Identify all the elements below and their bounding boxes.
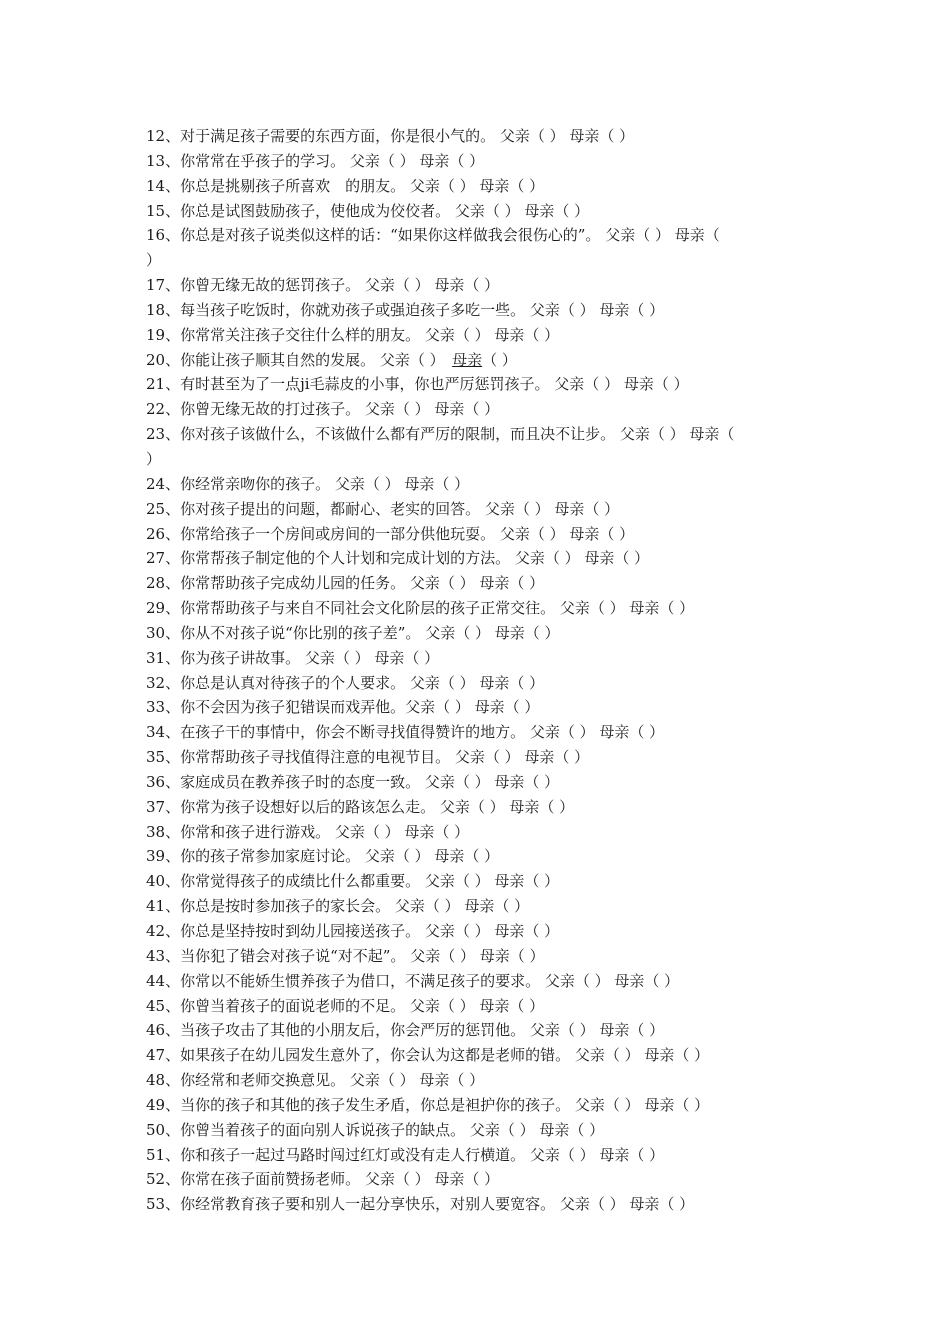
question-line: 13、你常常在乎孩子的学习。 父亲（ ） 母亲（ ） [146,151,485,170]
question-line: 41、你总是按时参加孩子的家长会。 父亲（ ） 母亲（ ） [146,897,530,916]
question-line: 29、你常帮助孩子与来自不同社会文化阶层的孩子正常交往。 父亲（ ） 母亲（ ） [146,599,695,618]
question-line [146,1217,816,1242]
question-line: 25、你对孩子提出的问题，都耐心、老实的回答。 父亲（ ） 母亲（ ） [146,499,620,518]
question-line: 26、你常给孩子一个房间或房间的一部分供他玩耍。 父亲（ ） 母亲（ ） [146,524,635,543]
question-line: 36、家庭成员在教养孩子时的态度一致。 父亲（ ） 母亲（ ） [146,772,560,791]
question-line: 33、你不会因为孩子犯错误而戏弄他。父亲（ ） 母亲（ ） [146,698,540,717]
question-line: 27、你常帮孩子制定他的个人计划和完成计划的方法。 父亲（ ） 母亲（ ） [146,549,650,568]
question-line-20 [146,348,816,373]
question-line: 24、你经常亲吻你的孩子。 父亲（ ） 母亲（ ） [146,474,470,493]
question-line: 45、你曾当着孩子的面说老师的不足。 父亲（ ） 母亲（ ） [146,996,545,1015]
question-line: 21、有时甚至为了一点ji毛蒜皮的小事，你也严厉惩罚孩子。 父亲（ ） 母亲（ ） [146,375,689,394]
question-line: 47、如果孩子在幼儿园发生意外了，你会认为这都是老师的错。 父亲（ ） 母亲（ ） [146,1046,710,1065]
question-line: 46、当孩子攻击了其他的小朋友后，你会严厉的惩罚他。 父亲（ ） 母亲（ ） [146,1021,665,1040]
question-line-continuation: ） [146,449,162,468]
question-line: 49、当你的孩子和其他的孩子发生矛盾，你总是袒护你的孩子。 父亲（ ） 母亲（ ） [146,1095,710,1114]
question-line: 52、你常在孩子面前赞扬老师。 父亲（ ） 母亲（ ） [146,1170,500,1189]
question-line: 53、你经常教育孩子要和别人一起分享快乐，对别人要宽容。 父亲（ ） 母亲（ ） [146,1195,695,1214]
questionnaire-body [146,124,816,1242]
question-line: 38、你常和孩子进行游戏。 父亲（ ） 母亲（ ） [146,822,470,841]
question-line: 15、你总是试图鼓励孩子，使他成为佼佼者。 父亲（ ） 母亲（ ） [146,201,590,220]
question-line: 39、你的孩子常参加家庭讨论。 父亲（ ） 母亲（ ） [146,847,500,866]
question-line: 43、当你犯了错会对孩子说“对不起”。 父亲（ ） 母亲（ ） [146,946,545,965]
question-20-text: 20、你能让孩子顺其自然的发展。 父亲（ ） [146,350,453,369]
question-line: 50、你曾当着孩子的面向别人诉说孩子的缺点。 父亲（ ） 母亲（ ） [146,1120,605,1139]
question-line: 22、你曾无缘无故的打过孩子。 父亲（ ） 母亲（ ） [146,400,500,419]
question-line: 37、你常为孩子设想好以后的路该怎么走。 父亲（ ） 母亲（ ） [146,797,575,816]
question-line: 51、你和孩子一起过马路时闯过红灯或没有走人行横道。 父亲（ ） 母亲（ ） [146,1145,665,1164]
question-line: 48、你经常和老师交换意见。 父亲（ ） 母亲（ ） [146,1071,485,1090]
question-line: 19、你常常关注孩子交往什么样的朋友。 父亲（ ） 母亲（ ） [146,325,560,344]
question-line: 31、你为孩子讲故事。 父亲（ ） 母亲（ ） [146,648,440,667]
question-line: 32、你总是认真对待孩子的个人要求。 父亲（ ） 母亲（ ） [146,673,545,692]
question-line: 34、在孩子干的事情中，你会不断寻找值得赞许的地方。 父亲（ ） 母亲（ ） [146,723,665,742]
question-line: 40、你常觉得孩子的成绩比什么都重要。 父亲（ ） 母亲（ ） [146,872,560,891]
question-20-mother-paren: （ ） [482,350,517,369]
question-line: 30、你从不对孩子说“你比别的孩子差”。 父亲（ ） 母亲（ ） [146,623,560,642]
question-line: 42、你总是坚持按时到幼儿园接送孩子。 父亲（ ） 母亲（ ） [146,922,560,940]
question-20-mother-underlined: 母亲 [452,350,483,369]
question-line: 12、对于满足孩子需要的东西方面，你是很小气的。 父亲（ ） 母亲（ ） [146,127,635,145]
question-line: 18、每当孩子吃饭时，你就劝孩子或强迫孩子多吃一些。 父亲（ ） 母亲（ ） [146,300,665,319]
question-line: 35、你常帮助孩子寻找值得注意的电视节目。 父亲（ ） 母亲（ ） [146,748,590,767]
question-line: 17、你曾无缘无故的惩罚孩子。 父亲（ ） 母亲（ ） [146,276,500,295]
question-line: 14、你总是挑剔孩子所喜欢 的朋友。 父亲（ ） 母亲（ ） [146,176,545,195]
question-line: 16、你总是对孩子说类似这样的话：“如果你这样做我会很伤心的”。 父亲（ ） 母亲（ [146,226,720,245]
question-line-continuation: ） [146,251,162,270]
question-line: 28、你常帮助孩子完成幼儿园的任务。 父亲（ ） 母亲（ ） [146,574,545,593]
question-line: 23、你对孩子该做什么，不该做什么都有严厉的限制，而且决不让步。 父亲（ ） 母亲（ [146,425,735,444]
question-line: 44、你常以不能娇生惯养孩子为借口，不满足孩子的要求。 父亲（ ） 母亲（ ） [146,971,680,990]
